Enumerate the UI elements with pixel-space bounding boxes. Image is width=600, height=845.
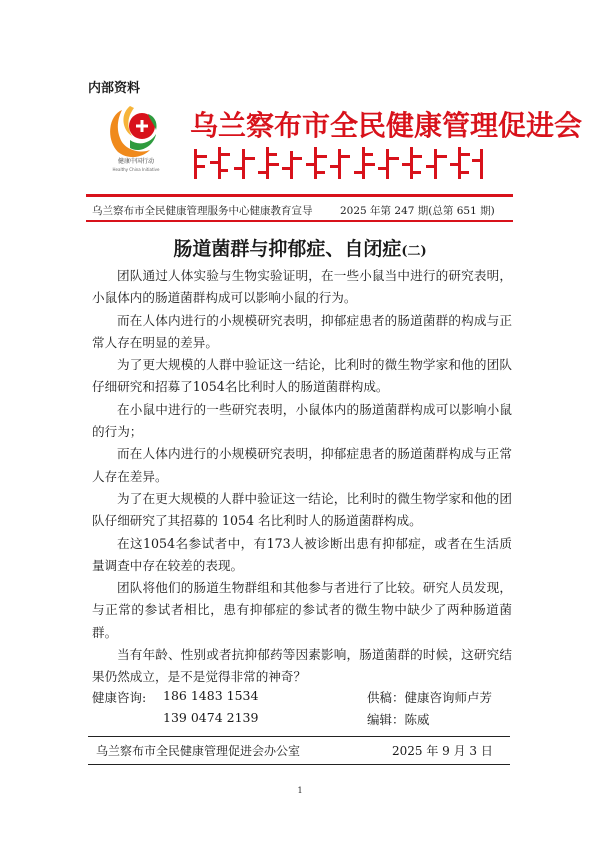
paragraph: 而在人体内进行的小规模研究表明，抑郁症患者的肠道菌群的构成与正常人存在明显的差异。 xyxy=(92,312,512,350)
logo-caption-en: Healthy China Initiative xyxy=(112,167,160,172)
paragraph: 为了在更大规模的人群中验证这一结论，比利时的微生物学家和他的团队仔细研究了其招募的 1054 名比利时人的肠道菌群构成。 xyxy=(92,490,512,529)
contact-phone-1: 186 1483 1534 xyxy=(163,688,259,703)
footer-office: 乌兰察布市全民健康管理促进会办公室 xyxy=(96,744,301,758)
logo-caption-cn: 健康中国行动 xyxy=(117,158,154,165)
article-part: (二) xyxy=(401,244,427,259)
page-number: 1 xyxy=(297,786,303,795)
logo-caption xyxy=(103,158,169,174)
internal-label: 内部资料 xyxy=(88,81,141,96)
paragraph: 而在人体内进行的小规模研究表明，抑郁症患者的肠道菌群构成与正常人存在差异。 xyxy=(92,446,512,484)
issue-number: 2025 年第 247 期(总第 651 期) xyxy=(340,205,495,217)
footer-rule-bottom xyxy=(88,764,510,765)
editor: 编辑：陈威 xyxy=(367,712,430,727)
contact-phone-2: 139 0474 2139 xyxy=(163,710,259,725)
paragraph: 在小鼠中进行的一些研究表明，小鼠体内的肠道菌群构成可以影响小鼠的行为； xyxy=(92,401,512,440)
issue-source: 乌兰察布市全民健康管理服务中心健康教育宣导 xyxy=(92,205,313,217)
org-title: 乌兰察布市全民健康管理促进会 xyxy=(190,109,583,142)
contact-label: 健康咨询: xyxy=(92,690,147,705)
issue-line xyxy=(92,203,495,218)
paragraph: 当有年龄、性别或者抗抑郁药等因素影响，肠道菌群的时候，这研究结果仍然成立，是不是觉得非常的神奇？ xyxy=(92,647,512,685)
footer-date: 2025 年 9 月 3 日 xyxy=(392,744,493,758)
header-rule-thick xyxy=(86,194,513,197)
paragraph: 团队通过人体实验与生物实验证明，在一些小鼠当中进行的研究表明，小鼠体内的肠道菌群构成可以影响小鼠的行为。 xyxy=(92,268,512,306)
article-body xyxy=(92,265,512,689)
header-rule-thin xyxy=(86,220,513,222)
paragraph: 为了更大规模的人群中验证这一结论，比利时的微生物学家和他的团队仔细研究和招募了1054名比利时人的肠道菌群构成。 xyxy=(92,357,512,395)
footer-rule-top xyxy=(88,736,510,737)
paragraph: 团队将他们的肠道生物群组和其他参与者进行了比较。研究人员发现，与正常的参试者相比，患有抑郁症的参试者的微生物中缺少了两种肠道菌群。 xyxy=(92,580,512,640)
article-title-text: 肠道菌群与抑郁症、自闭症 xyxy=(173,238,402,260)
mongolian-script-graphic xyxy=(190,143,490,185)
paragraph: 在这1054名参试者中，有173人被诊断出患有抑郁症，或者在生活质量调查中存在较差的表现。 xyxy=(92,535,512,573)
article-title xyxy=(0,234,600,261)
supplier: 供稿：健康咨询师卢芳 xyxy=(367,690,493,705)
